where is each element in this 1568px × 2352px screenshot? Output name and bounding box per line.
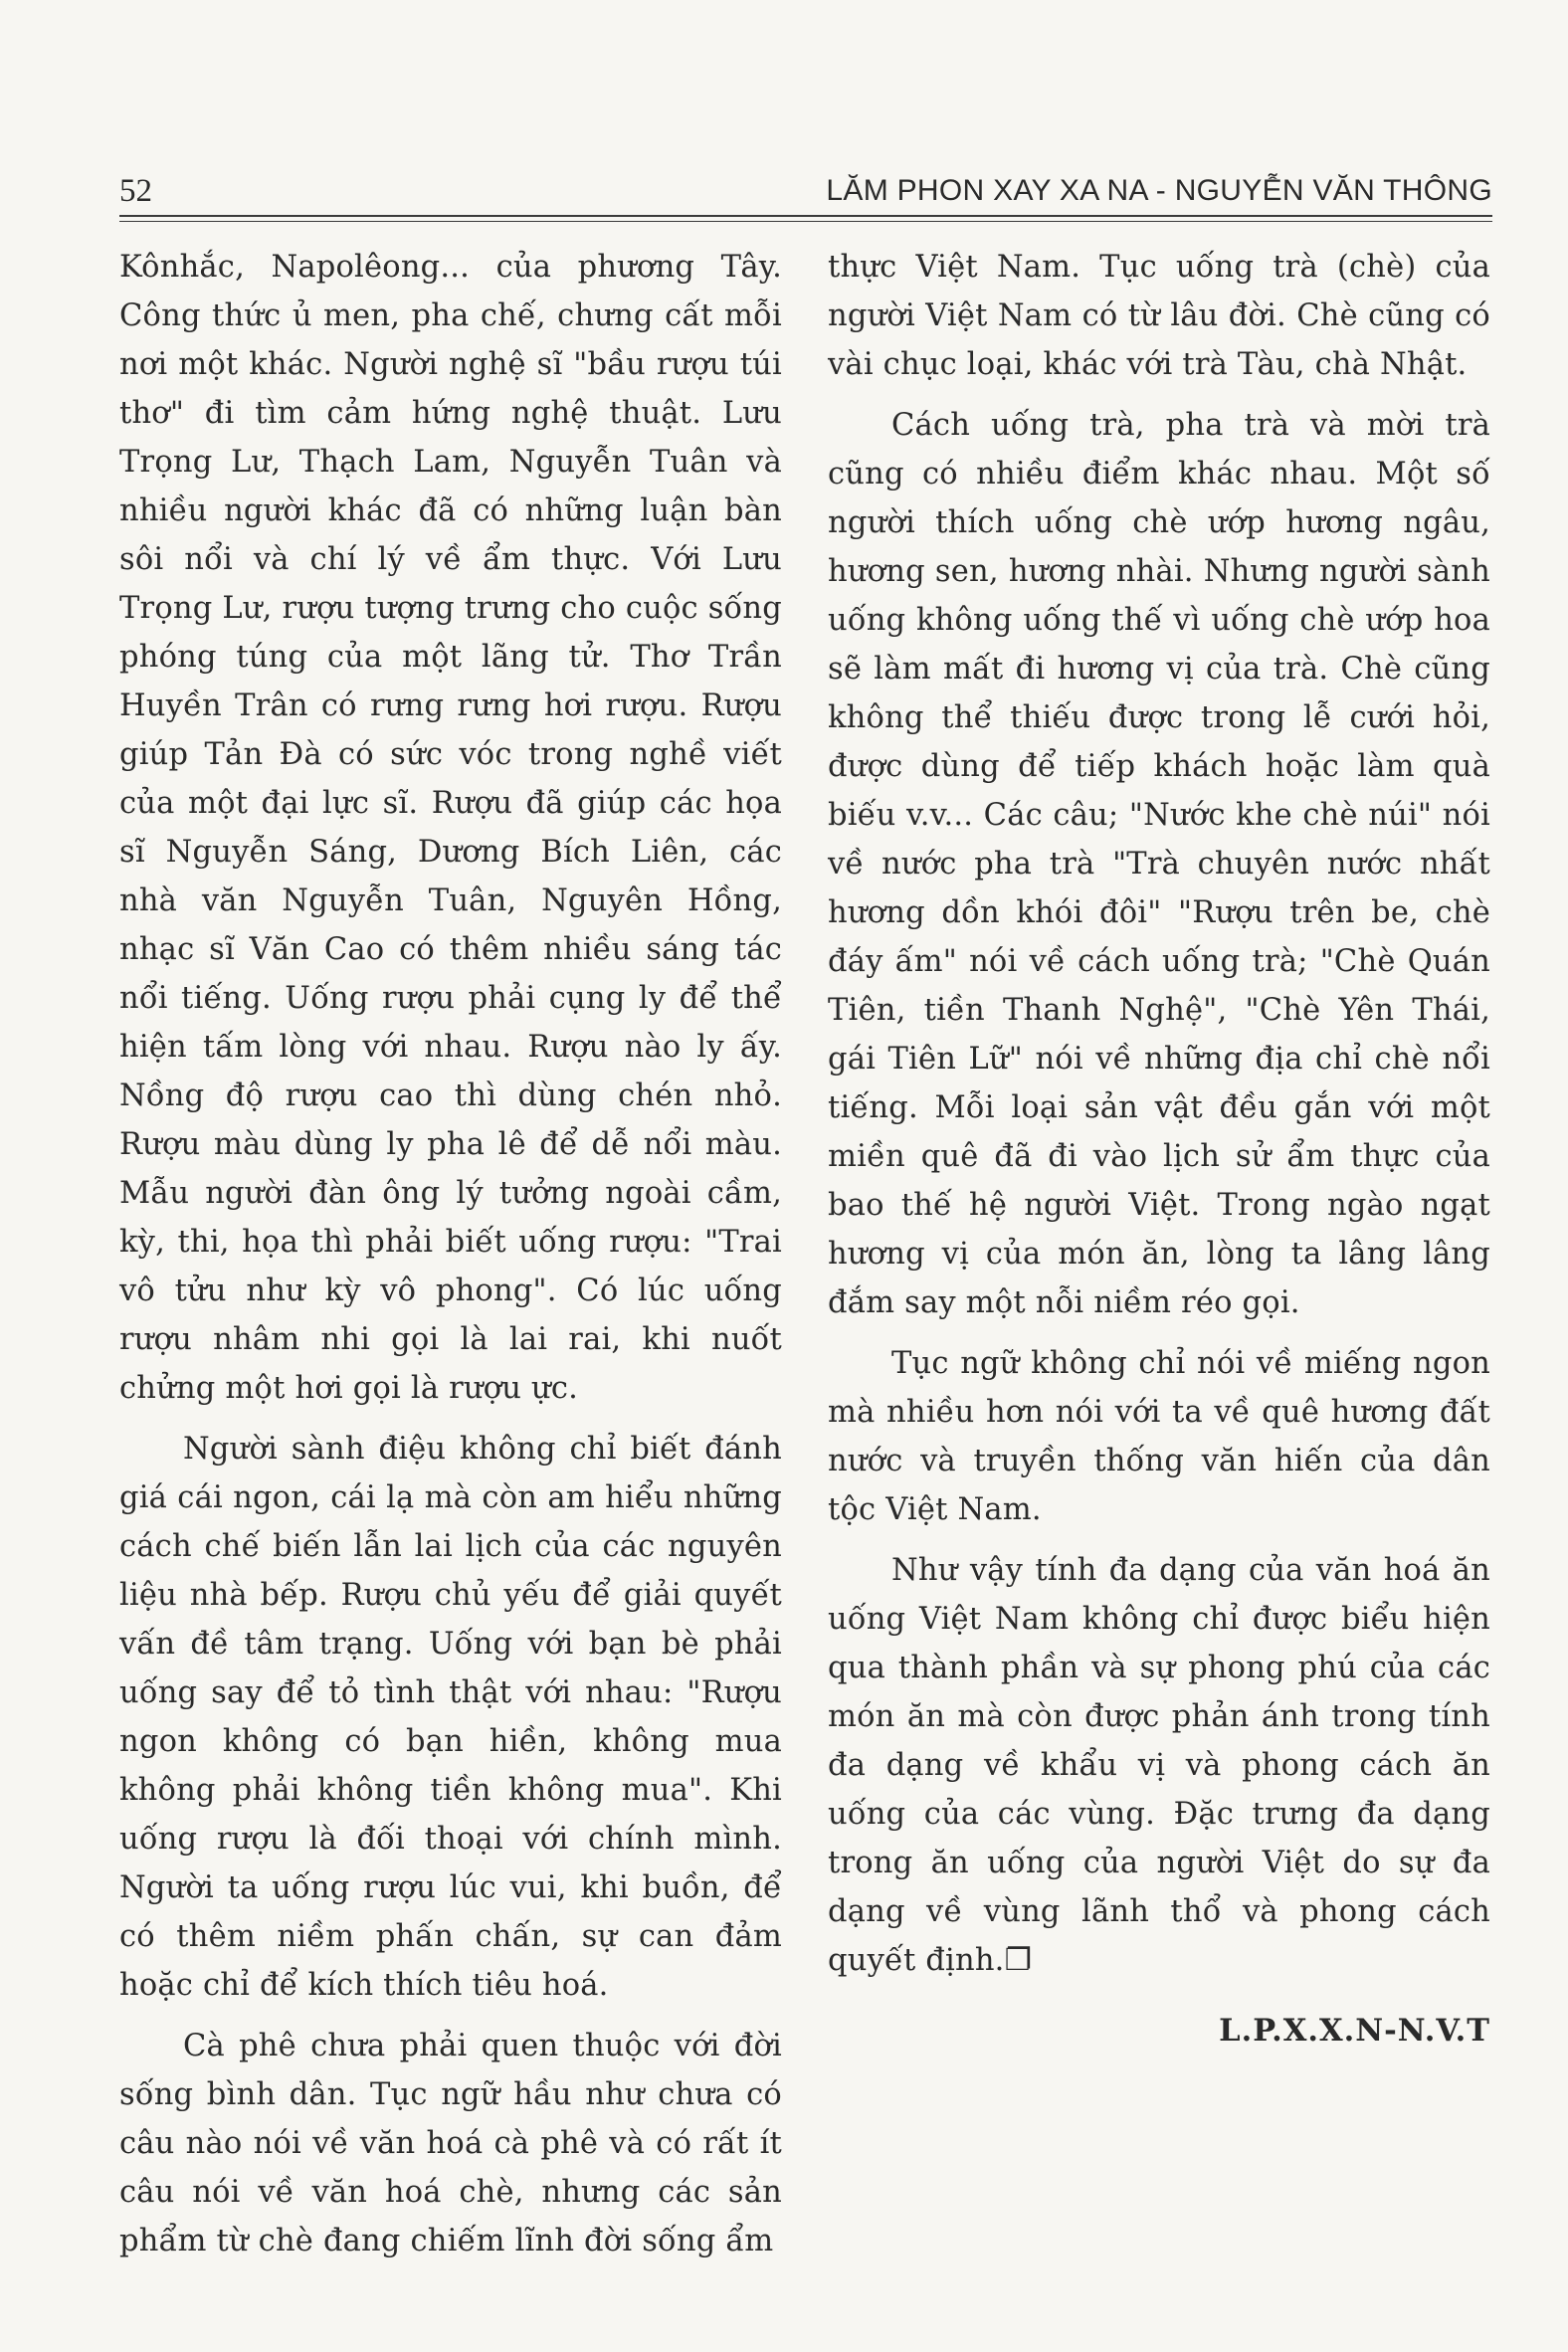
header-rule bbox=[119, 215, 1492, 217]
right-column bbox=[828, 243, 1490, 2056]
paragraph: Cách uống trà, pha trà và mời trà cũng có nhiều điểm khác nhau. Một số người thích uống chè ướp hương ngâu, hương sen, hương nhài. Nhưng người sành uống không uống thế vì uống chè ướp hoa sẽ làm mất đi hương vị của trà. Chè cũng không thể thiếu được trong lễ cưới hỏi, được dùng để tiếp khách hoặc làm quà biếu v.v... Các câu; "Nước khe chè núi" nói về nước pha trà "Trà chuyên nước nhất hương dồn khói đôi" "Rượu trên be, chè đáy ấm" nói về cách uống trà; "Chè Quán Tiên, tiền Thanh Nghệ", "Chè Yên Thái, gái Tiên Lữ" nói về những địa chỉ chè nổi tiếng. Mỗi loại sản vật đều gắn với một miền quê đã đi vào lịch sử ẩm thực của bao thế hệ người Việt. Trong ngào ngạt hương vị của món ăn, lòng ta lâng lâng đắm say một nỗi niềm réo gọi. bbox=[828, 408, 1490, 1320]
paragraph: Cà phê chưa phải quen thuộc với đời sống bình dân. Tục ngữ hầu như chưa có câu nào nói về văn hoá cà phê và có rất ít câu nói về văn hoá chè, nhưng các sản phẩm từ chè đang chiếm lĩnh đời sống ẩm bbox=[119, 2029, 782, 2258]
paragraph: Như vậy tính đa dạng của văn hoá ăn uống Việt Nam không chỉ được biểu hiện qua thành phần và sự phong phú của các món ăn mà còn được phản ánh trong tính đa dạng về khẩu vị và phong cách ăn uống của các vùng. Đặc trưng đa dạng trong ăn uống của người Việt do sự đa dạng về vùng lãnh thổ và phong cách quyết định.❐ bbox=[828, 1553, 1490, 1978]
paragraph: Kônhắc, Napolêong... của phương Tây. Công thức ủ men, pha chế, chưng cất mỗi nơi một khác. Người nghệ sĩ "bầu rượu túi thơ" đi tìm cảm hứng nghệ thuật. Lưu Trọng Lư, Thạch Lam, Nguyễn Tuân và nhiều người khác đã có những luận bàn sôi nổi và chí lý về ẩm thực. Với Lưu Trọng Lư, rượu tượng trưng cho cuộc sống phóng túng của một lãng tử. Thơ Trần Huyền Trân có rưng rưng hơi rượu. Rượu giúp Tản Đà có sức vóc trong nghề viết của một đại lực sĩ. Rượu đã giúp các họa sĩ Nguyễn Sáng, Dương Bích Liên, các nhà văn Nguyễn Tuân, Nguyên Hồng, nhạc sĩ Văn Cao có thêm nhiều sáng tác nổi tiếng. Uống rượu phải cụng ly để thể hiện tấm lòng với nhau. Rượu nào ly ấy. Nồng độ rượu cao thì dùng chén nhỏ. Rượu màu dùng ly pha lê để dễ nổi màu. Mẫu người đàn ông lý tưởng ngoài cầm, kỳ, thi, họa thì phải biết uống rượu: "Trai vô tửu như kỳ vô phong". Có lúc uống rượu nhâm nhi gọi là lai rai, khi nuốt chửng một hơi gọi là rượu ực. bbox=[119, 250, 782, 1406]
running-title: LĂM PHON XAY XA NA - NGUYỄN VĂN THÔNG bbox=[826, 174, 1492, 207]
paragraph: thực Việt Nam. Tục uống trà (chè) của người Việt Nam có từ lâu đời. Chè cũng có vài chục loại, khác với trà Tàu, chà Nhật. bbox=[828, 250, 1490, 382]
page-header bbox=[119, 171, 1492, 211]
paragraph: Người sành điệu không chỉ biết đánh giá cái ngon, cái lạ mà còn am hiểu những cách chế biến lẫn lai lịch của các nguyên liệu nhà bếp. Rượu chủ yếu để giải quyết vấn đề tâm trạng. Uống với bạn bè phải uống say để tỏ tình thật với nhau: "Rượu ngon không có bạn hiền, không mua không phải không tiền không mua". Khi uống rượu là đối thoại với chính mình. Người ta uống rượu lúc vui, khi buồn, để có thêm niềm phấn chấn, sự can đảm hoặc chỉ để kích thích tiêu hoá. bbox=[119, 1432, 782, 2003]
author-signature: L.P.X.X.N-N.V.T bbox=[1219, 2013, 1490, 2049]
page-number: 52 bbox=[119, 173, 152, 209]
header-rule-thin bbox=[119, 221, 1492, 222]
left-column bbox=[119, 243, 782, 2265]
paragraph: Tục ngữ không chỉ nói về miếng ngon mà nhiều hơn nói với ta về quê hương đất nước và truyền thống văn hiến của dân tộc Việt Nam. bbox=[828, 1346, 1490, 1527]
